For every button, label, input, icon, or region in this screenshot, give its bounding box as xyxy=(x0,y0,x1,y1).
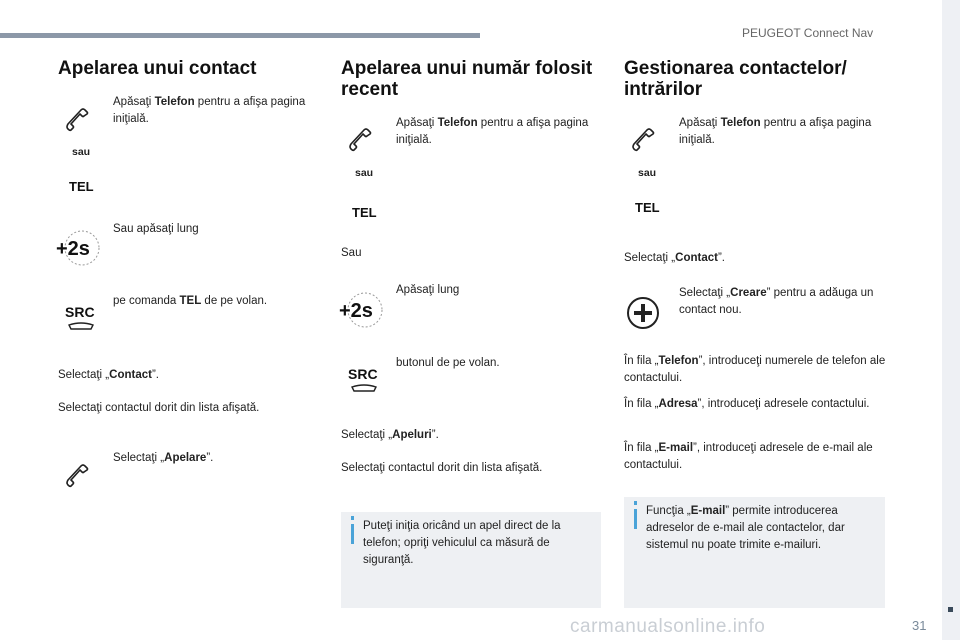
col3-step5: În fila „Adresa”, introduceţi adresele contactului. xyxy=(624,398,870,410)
col3-step3: Selectaţi „Creare” pentru a adăuga un contact nou. xyxy=(679,287,874,316)
col1-step5: Selectaţi contactul dorit din lista afişată. xyxy=(58,402,260,414)
col1-step2: Sau apăsaţi lung xyxy=(113,223,199,235)
phone-handset-icon xyxy=(62,104,92,134)
plus-circle-icon xyxy=(626,296,660,330)
svg-text:SRC: SRC xyxy=(65,304,95,320)
col3-step6: În fila „E-mail”, introduceţi adresele de e-mail ale contactului. xyxy=(624,442,873,471)
page-number: 31 xyxy=(912,618,927,633)
col2-step5: Selectaţi contactul dorit din lista afişată. xyxy=(341,462,543,474)
long-press-2s-icon xyxy=(338,290,384,330)
col1-step3: pe comanda TEL de pe volan. xyxy=(113,295,268,307)
note-accent-dot xyxy=(351,516,354,520)
watermark: carmanualsonline.info xyxy=(570,616,766,637)
col3-note-text: Funcţia „E-mail” permite introducerea adreselor de e-mail ale contactelor, dar sistemul nu poate trimite e-mailuri. xyxy=(646,505,845,551)
col1-step4: Selectaţi „Contact”. xyxy=(58,369,159,381)
col3-step4: În fila „Telefon”, introduceţi numerele de telefon ale contactului. xyxy=(624,355,886,384)
col2-tel-label: TEL xyxy=(352,205,377,220)
col3-or-label: sau xyxy=(638,167,657,179)
col2-step2: Apăsaţi lung xyxy=(396,284,460,296)
col1-title: Apelarea unui contact xyxy=(58,58,257,79)
col3-title: Gestionarea contactelor/ intrărilor xyxy=(624,58,847,100)
svg-text:+2s: +2s xyxy=(56,238,90,260)
phone-handset-icon xyxy=(628,124,658,154)
col3-step2: Selectaţi „Contact”. xyxy=(624,252,725,264)
col2-note-text: Puteţi iniţia oricând un apel direct de la telefon; opriţi vehiculul ca măsură de siguranţă. xyxy=(363,520,561,566)
brand-label: PEUGEOT Connect Nav xyxy=(742,26,874,40)
note-accent-bar xyxy=(351,524,354,544)
col3-step1: Apăsaţi Telefon pentru a afişa pagina iniţială. xyxy=(679,117,872,146)
page-mark xyxy=(948,607,953,612)
note-accent-dot xyxy=(634,501,637,505)
page-edge-strip xyxy=(942,0,960,640)
steering-src-button-icon xyxy=(347,365,381,395)
header-rule xyxy=(0,33,480,38)
phone-handset-icon xyxy=(62,460,92,490)
col1-tel-label: TEL xyxy=(69,179,94,194)
col2-note-box xyxy=(341,512,601,608)
col2-or-label: sau xyxy=(355,167,374,179)
long-press-2s-icon xyxy=(55,228,101,268)
col2-or-text: Sau xyxy=(341,247,362,259)
col2-step1: Apăsaţi Telefon pentru a afişa pagina iniţială. xyxy=(396,117,589,146)
col2-step4: Selectaţi „Apeluri”. xyxy=(341,429,439,441)
col2-step3: butonul de pe volan. xyxy=(396,357,500,369)
col3-note-box xyxy=(624,497,885,608)
col1-step6: Selectaţi „Apelare”. xyxy=(113,452,214,464)
svg-text:SRC: SRC xyxy=(348,366,378,382)
steering-src-button-icon xyxy=(64,303,98,333)
col2-title: Apelarea unui număr folosit recent xyxy=(341,58,593,100)
col1-or-label: sau xyxy=(72,146,91,158)
col3-tel-label: TEL xyxy=(635,200,660,215)
col1-step1: Apăsaţi Telefon pentru a afişa pagina iniţială. xyxy=(113,96,306,125)
svg-text:+2s: +2s xyxy=(339,300,373,322)
phone-handset-icon xyxy=(345,124,375,154)
note-accent-bar xyxy=(634,509,637,529)
